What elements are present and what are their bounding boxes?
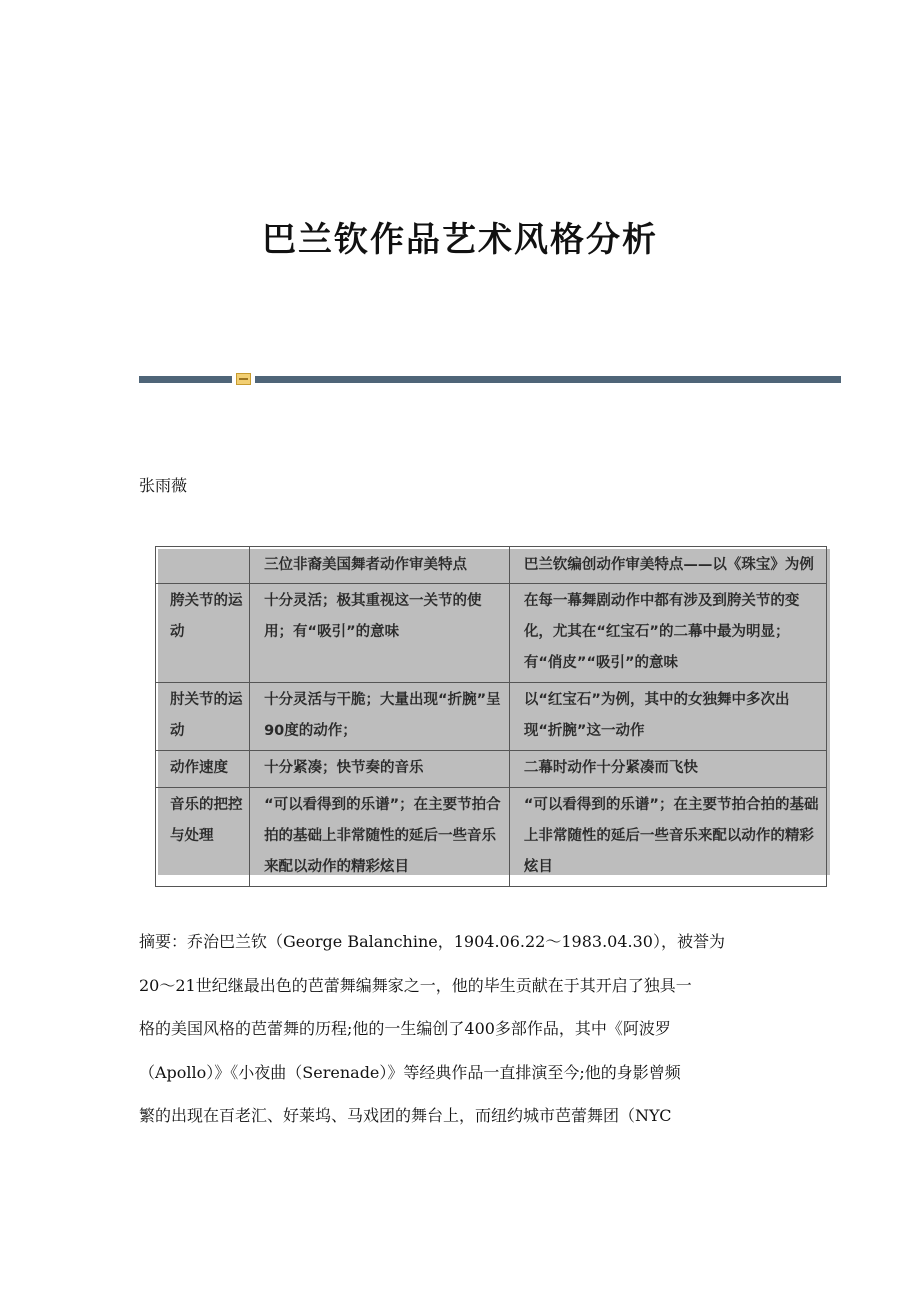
table-header-cell: 三位非裔美国舞者动作审美特点	[250, 547, 510, 584]
table-cell: 十分紧凑；快节奏的音乐	[250, 751, 510, 788]
abstract-line: 繁的出现在百老汇、好莱坞、马戏团的舞台上，而纽约城市芭蕾舞团（NYC	[139, 1106, 672, 1125]
table-cell: 十分灵活与干脆；大量出现“折腕”呈90度的动作；	[250, 683, 510, 751]
table-cell: 在每一幕舞剧动作中都有涉及到胯关节的变化，尤其在“红宝石”的二幕中最为明显；有“俏皮”“吸引”的意味	[509, 584, 826, 683]
table-row	[156, 788, 827, 887]
table-cell: 十分灵活；极其重视这一关节的使用；有“吸引”的意味	[250, 584, 510, 683]
document-title: 巴兰钦作品艺术风格分析	[262, 220, 658, 260]
table-header-cell	[156, 547, 250, 584]
title-divider	[139, 373, 841, 385]
row-label: 音乐的把控与处理	[156, 788, 250, 887]
table-row	[156, 584, 827, 683]
row-label: 胯关节的运动	[156, 584, 250, 683]
row-label: 动作速度	[156, 751, 250, 788]
table-cell: 以“红宝石”为例，其中的女独舞中多次出现“折腕”这一动作	[509, 683, 826, 751]
divider-bar-right	[255, 376, 841, 383]
table-cell: “可以看得到的乐谱”；在主要节拍合拍的基础上非常随性的延后一些音乐来配以动作的精彩炫目	[509, 788, 826, 887]
table-row	[156, 683, 827, 751]
table-row	[156, 751, 827, 788]
abstract-line: （Apollo）》《小夜曲（Serenade）》等经典作品一直排演至今;他的身影曾频	[139, 1062, 681, 1082]
divider-ornament-icon	[236, 373, 251, 385]
abstract-line: 格的美国风格的芭蕾舞的历程;他的一生编创了400多部作品，其中《阿波罗	[139, 1019, 671, 1038]
comparison-table	[155, 546, 827, 887]
divider-bar-left	[139, 376, 232, 383]
table-cell: “可以看得到的乐谱”；在主要节拍合拍的基础上非常随性的延后一些音乐来配以动作的精彩炫目	[250, 788, 510, 887]
table-cell: 二幕时动作十分紧凑而飞快	[509, 751, 826, 788]
table-header-row	[156, 547, 827, 584]
author-name: 张雨薇	[139, 476, 188, 495]
abstract-line: 摘要：乔治巴兰钦（George Balanchine，1904.06.22～1983.04.30），被誉为	[139, 932, 725, 951]
abstract-paragraph	[139, 920, 789, 1138]
table-header-cell: 巴兰钦编创动作审美特点——以《珠宝》为例	[509, 547, 826, 584]
abstract-line: 20～21世纪继最出色的芭蕾舞编舞家之一，他的毕生贡献在于其开启了独具一	[139, 975, 692, 995]
row-label: 肘关节的运动	[156, 683, 250, 751]
